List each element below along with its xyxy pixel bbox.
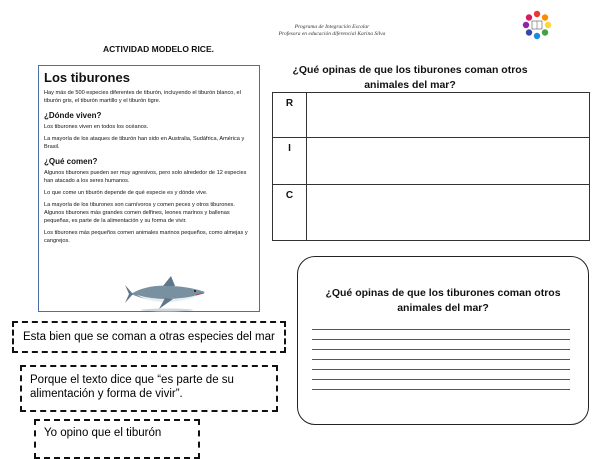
final-answer-box bbox=[297, 256, 589, 425]
rice-row-label-c: C bbox=[273, 185, 307, 241]
section-heading-eat: ¿Qué comen? bbox=[44, 157, 98, 166]
final-question bbox=[306, 286, 580, 316]
reading-paragraph: La mayoría de los tiburones son carnívoros y comen peces y otros tiburones. Algunos tiburones más grandes comen delfines, leones marinos y ballenas pequeñas, es parte de la alimentación y su forma de vivir. bbox=[44, 202, 235, 224]
program-line-1: Programa de Integración Escolar bbox=[294, 24, 370, 30]
program-line-2: Profesora en educación diferencial Karina Silva bbox=[278, 31, 386, 37]
answer-line[interactable] bbox=[312, 379, 570, 380]
answer-line[interactable] bbox=[312, 359, 570, 360]
program-header bbox=[232, 24, 432, 38]
rice-row-label-r: R bbox=[273, 93, 307, 138]
reading-intro: Hay más de 500 especies diferentes de tiburón, incluyendo el tiburón blanco, el tiburón gris, el tiburón martillo y el tiburón tigre. bbox=[44, 90, 241, 104]
rice-question-line-1: ¿Qué opinas de que los tiburones coman otros bbox=[292, 64, 528, 76]
reading-title: Los tiburones bbox=[44, 70, 130, 85]
reading-paragraph: Los tiburones viven en todos los océanos. bbox=[44, 124, 149, 130]
answer-line[interactable] bbox=[312, 349, 570, 350]
reading-paragraph: Algunos tiburones pueden ser muy agresivos, pero solo alrededor de 12 especies han atacado a los seres humanos. bbox=[44, 170, 247, 184]
rice-answer-cell-c[interactable] bbox=[307, 185, 590, 241]
answer-i-box[interactable] bbox=[20, 365, 278, 412]
reading-paragraph: Los tiburones más pequeños comen animales marinos pequeños, como almejas y cangrejos. bbox=[44, 230, 248, 244]
rice-row-label-i: I bbox=[273, 138, 307, 185]
rice-question bbox=[282, 63, 538, 93]
school-logo-icon bbox=[522, 10, 552, 40]
answer-line[interactable] bbox=[312, 389, 570, 390]
answer-r-text: Esta bien que se coman a otras especies del mar bbox=[23, 331, 275, 343]
answer-i-line-1: Porque el texto dice que “es parte de su bbox=[30, 374, 234, 386]
answer-line[interactable] bbox=[312, 369, 570, 370]
reading-box bbox=[38, 65, 260, 312]
reading-paragraph: Lo que come un tiburón depende de qué especie es y dónde vive. bbox=[44, 190, 208, 196]
section-heading-where: ¿Dónde viven? bbox=[44, 111, 102, 120]
rice-answer-cell-r[interactable] bbox=[307, 93, 590, 138]
answer-i-line-2: alimentación y forma de vivir”. bbox=[30, 388, 183, 400]
shark-illustration bbox=[125, 276, 209, 312]
rice-answer-cell-i[interactable] bbox=[307, 138, 590, 185]
activity-title: ACTIVIDAD MODELO RICE. bbox=[103, 44, 214, 54]
final-question-line-2: animales del mar? bbox=[397, 302, 489, 314]
answer-c-text: Yo opino que el tiburón bbox=[44, 427, 162, 439]
answer-c-box[interactable] bbox=[34, 419, 200, 459]
answer-r-box[interactable] bbox=[12, 321, 286, 353]
final-question-line-1: ¿Qué opinas de que los tiburones coman otros bbox=[325, 287, 561, 299]
answer-line[interactable] bbox=[312, 329, 570, 330]
reading-paragraph: La mayoría de los ataques de tiburón han sido en Australia, Sudáfrica, América y Brasil. bbox=[44, 136, 245, 150]
rice-question-line-2: animales del mar? bbox=[364, 79, 456, 91]
rice-table bbox=[272, 92, 590, 241]
answer-line[interactable] bbox=[312, 339, 570, 340]
